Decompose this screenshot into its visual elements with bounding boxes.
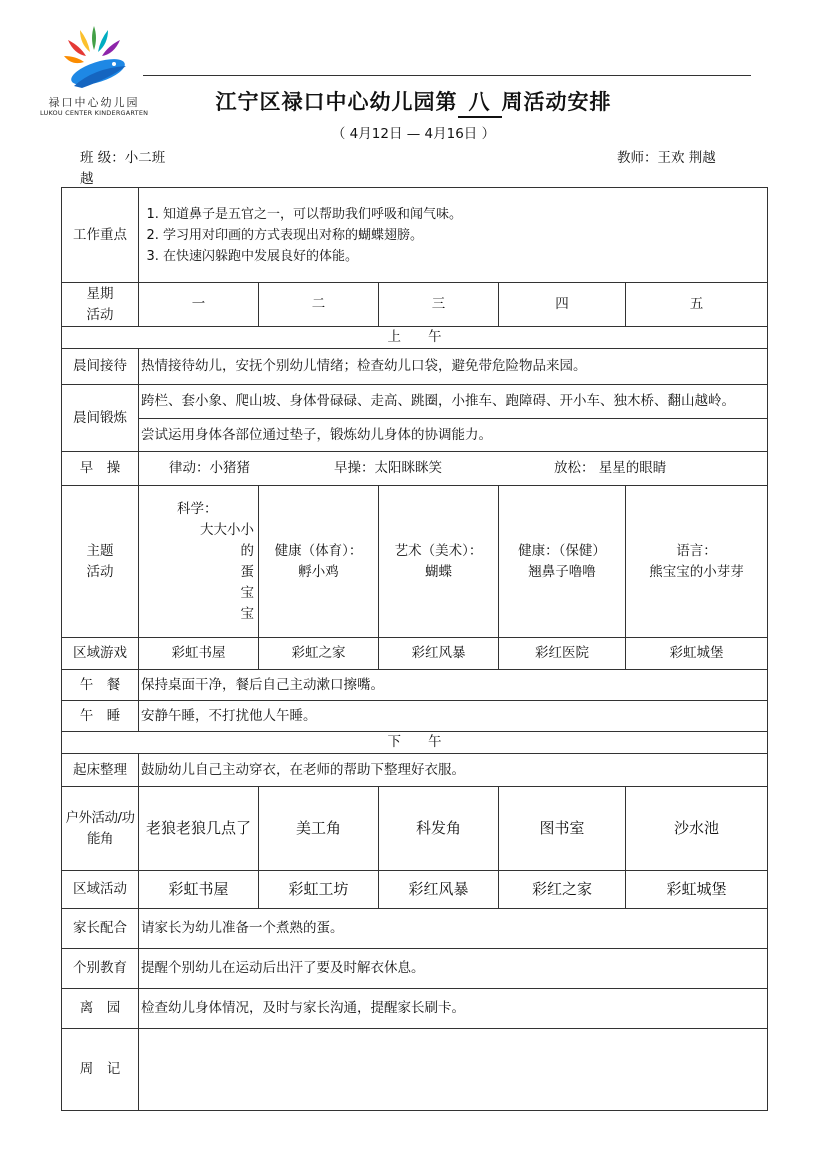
afternoon-section-row bbox=[62, 732, 768, 754]
theme-wednesday-subject: 艺术（美术）： bbox=[394, 543, 483, 560]
teacher-wrap: 越 bbox=[80, 171, 94, 187]
outdoor-row bbox=[62, 787, 768, 871]
work-focus-item: 1. 知道鼻子是五官之一，可以帮助我们呼吸和闻气味。 bbox=[163, 204, 765, 225]
nap-content: 安静午睡，不打扰他人午睡。 bbox=[139, 701, 768, 732]
outdoor-label-line1: 户外活动/功 bbox=[65, 810, 135, 827]
exercise-content-2: 尝试运用身体各部位通过垫子，锻炼幼儿身体的协调能力。 bbox=[139, 419, 768, 452]
area-activity-thursday: 彩红之家 bbox=[499, 871, 626, 909]
weekday-row bbox=[62, 283, 768, 327]
area-game-wednesday: 彩红风暴 bbox=[379, 638, 499, 670]
area-game-row bbox=[62, 638, 768, 670]
theme-monday-line5: 宝 bbox=[240, 584, 254, 601]
drill-rhythm: 律动：小猪猪 bbox=[169, 460, 250, 477]
theme-friday-subject: 语言： bbox=[676, 543, 717, 560]
header-rule bbox=[143, 75, 751, 76]
day-friday: 五 bbox=[626, 283, 768, 327]
theme-label bbox=[62, 486, 139, 638]
theme-thursday-title: 翘鼻子噜噜 bbox=[528, 563, 596, 580]
area-activity-label: 区域活动 bbox=[62, 871, 139, 909]
individual-content: 提醒个别幼儿在运动后出汗了要及时解衣休息。 bbox=[139, 949, 768, 989]
nap-row bbox=[62, 701, 768, 732]
outdoor-tuesday: 美工角 bbox=[259, 787, 379, 871]
page-title bbox=[0, 86, 827, 118]
work-focus-list bbox=[141, 204, 765, 267]
theme-monday-subject: 科学： bbox=[177, 500, 218, 517]
theme-label-line2: 活动 bbox=[86, 563, 114, 580]
area-activity-tuesday: 彩虹工坊 bbox=[259, 871, 379, 909]
area-game-label: 区域游戏 bbox=[62, 638, 139, 670]
date-range: （ 4月12日 — 4月16日 ） bbox=[331, 126, 496, 142]
exercise-row-2 bbox=[62, 419, 768, 452]
theme-monday-line6: 宝 bbox=[240, 605, 254, 622]
theme-friday bbox=[626, 486, 768, 638]
wake-label: 起床整理 bbox=[62, 754, 139, 787]
weekly-record-label: 周 记 bbox=[62, 1029, 139, 1111]
outdoor-monday: 老狼老狼几点了 bbox=[139, 787, 259, 871]
theme-monday-line3: 的 bbox=[240, 542, 254, 559]
reception-row bbox=[62, 349, 768, 385]
area-game-thursday: 彩红医院 bbox=[499, 638, 626, 670]
work-focus-item: 2. 学习用对印画的方式表现出对称的蝴蝶翅膀。 bbox=[163, 225, 765, 246]
lunch-label: 午 餐 bbox=[62, 670, 139, 701]
day-monday: 一 bbox=[139, 283, 259, 327]
day-thursday: 四 bbox=[499, 283, 626, 327]
drill-relax: 放松： 星星的眼睛 bbox=[554, 460, 667, 477]
theme-monday bbox=[139, 486, 259, 638]
lunch-row bbox=[62, 670, 768, 701]
wake-content: 鼓励幼儿自己主动穿衣，在老师的帮助下整理好衣服。 bbox=[139, 754, 768, 787]
weekday-label bbox=[62, 283, 139, 327]
parent-content: 请家长为幼儿准备一个煮熟的蛋。 bbox=[139, 909, 768, 949]
theme-monday-line4: 蛋 bbox=[240, 563, 254, 580]
title-prefix: 江宁区禄口中心幼儿园第 bbox=[215, 89, 458, 114]
teacher-info: 教师：王欢 荆越 bbox=[617, 150, 716, 166]
exercise-label: 晨间锻炼 bbox=[62, 385, 139, 452]
individual-label: 个别教育 bbox=[62, 949, 139, 989]
schedule-table bbox=[61, 187, 768, 1111]
morning-section-row bbox=[62, 327, 768, 349]
day-tuesday: 二 bbox=[259, 283, 379, 327]
morning-section-label: 上 午 bbox=[62, 327, 768, 349]
logo-english-name: LUKOU CENTER KINDERGARTEN bbox=[40, 109, 149, 117]
class-info: 班 级：小二班 bbox=[80, 150, 166, 166]
outdoor-label bbox=[62, 787, 139, 871]
work-focus-row bbox=[62, 188, 768, 283]
drill-content bbox=[139, 452, 768, 486]
theme-tuesday bbox=[259, 486, 379, 638]
individual-row bbox=[62, 949, 768, 989]
weekly-record-row bbox=[62, 1029, 768, 1111]
outdoor-wednesday: 科发角 bbox=[379, 787, 499, 871]
theme-tuesday-subject: 健康（体育）： bbox=[274, 543, 363, 560]
drill-label: 早 操 bbox=[62, 452, 139, 486]
area-activity-friday: 彩虹城堡 bbox=[626, 871, 768, 909]
lunch-content: 保持桌面干净，餐后自己主动漱口擦嘴。 bbox=[139, 670, 768, 701]
work-focus-content bbox=[139, 188, 768, 283]
drill-row bbox=[62, 452, 768, 486]
week-number: 八 bbox=[458, 86, 502, 118]
theme-row bbox=[62, 486, 768, 638]
parent-row bbox=[62, 909, 768, 949]
weekday-label-line1: 星期 bbox=[86, 286, 114, 303]
outdoor-thursday: 图书室 bbox=[499, 787, 626, 871]
title-suffix: 周活动安排 bbox=[501, 89, 612, 114]
reception-content: 热情接待幼儿，安抚个别幼儿情绪；检查幼儿口袋，避免带危险物品来园。 bbox=[139, 349, 768, 385]
afternoon-section-label: 下 午 bbox=[62, 732, 768, 754]
exercise-row bbox=[62, 385, 768, 419]
reception-label: 晨间接待 bbox=[62, 349, 139, 385]
parent-label: 家长配合 bbox=[62, 909, 139, 949]
wake-row bbox=[62, 754, 768, 787]
drill-main: 早操：太阳眯眯笑 bbox=[334, 460, 442, 477]
area-activity-row bbox=[62, 871, 768, 909]
area-game-monday: 彩虹书屋 bbox=[139, 638, 259, 670]
theme-thursday bbox=[499, 486, 626, 638]
leave-row bbox=[62, 989, 768, 1029]
nap-label: 午 睡 bbox=[62, 701, 139, 732]
work-focus-item: 3. 在快速闪躲跑中发展良好的体能。 bbox=[163, 246, 765, 267]
theme-tuesday-title: 孵小鸡 bbox=[298, 563, 339, 580]
theme-wednesday-title: 蝴蝶 bbox=[425, 563, 452, 580]
work-focus-label: 工作重点 bbox=[62, 188, 139, 283]
theme-wednesday bbox=[379, 486, 499, 638]
rainbow-bird-icon bbox=[54, 16, 134, 96]
outdoor-friday: 沙水池 bbox=[626, 787, 768, 871]
leave-label: 离 园 bbox=[62, 989, 139, 1029]
weekday-label-line2: 活动 bbox=[86, 306, 114, 323]
theme-thursday-subject: 健康：（保健） bbox=[518, 543, 606, 560]
area-activity-monday: 彩虹书屋 bbox=[139, 871, 259, 909]
exercise-content-1: 跨栏、套小象、爬山坡、身体骨碌碌、走高、跳圈，小推车、跑障碍、开小车、独木桥、翻山越岭。 bbox=[139, 385, 768, 419]
leave-content: 检查幼儿身体情况，及时与家长沟通，提醒家长刷卡。 bbox=[139, 989, 768, 1029]
outdoor-label-line2: 能角 bbox=[87, 830, 113, 847]
weekly-record-content[interactable] bbox=[139, 1029, 768, 1111]
area-activity-wednesday: 彩红风暴 bbox=[379, 871, 499, 909]
theme-label-line1: 主题 bbox=[86, 543, 114, 560]
theme-monday-line2: 大大小小 bbox=[200, 521, 254, 538]
theme-friday-title: 熊宝宝的小芽芽 bbox=[649, 563, 744, 580]
logo-chinese-name: 禄口中心幼儿园 bbox=[48, 96, 140, 109]
area-game-friday: 彩虹城堡 bbox=[626, 638, 768, 670]
day-wednesday: 三 bbox=[379, 283, 499, 327]
area-game-tuesday: 彩虹之家 bbox=[259, 638, 379, 670]
